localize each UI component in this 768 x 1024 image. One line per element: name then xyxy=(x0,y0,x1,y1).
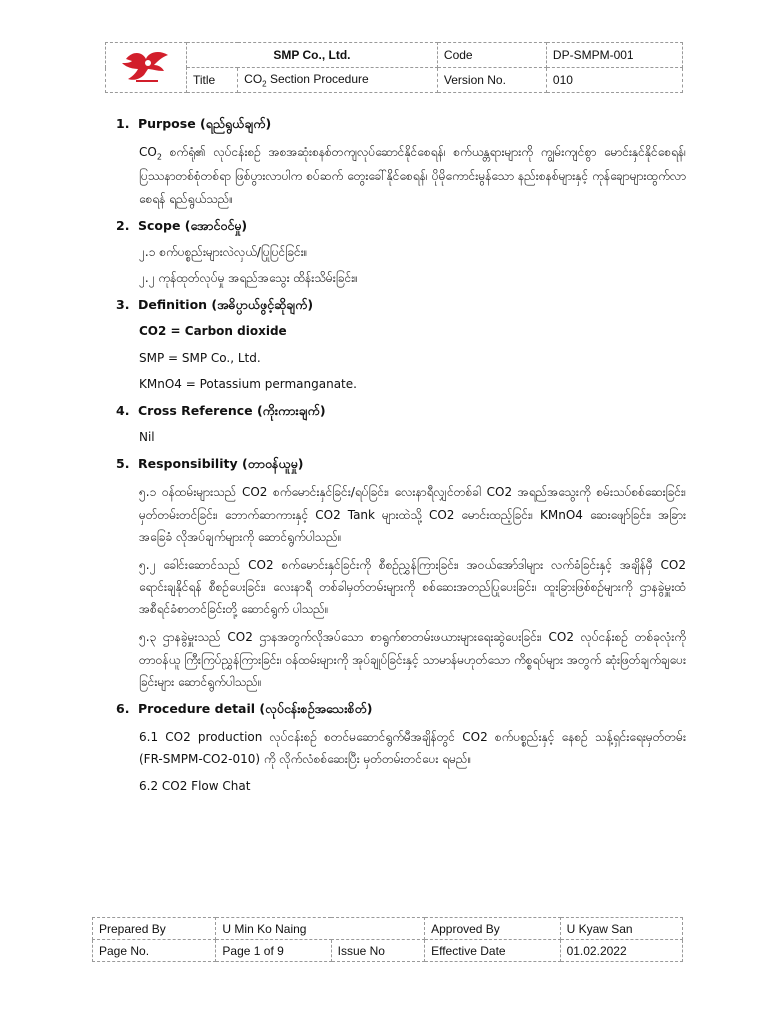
document-body xyxy=(116,108,686,801)
section-purpose-heading: 1. Purpose (ရည်ရွယ်ချက်) xyxy=(116,116,272,131)
approved-by-label: Approved By xyxy=(425,918,560,940)
effective-date-label: Effective Date xyxy=(425,940,560,962)
section-cross-reference-heading: 4. Cross Reference (ကိုးကားချက်) xyxy=(116,402,326,418)
company-name: SMP Co., Ltd. xyxy=(187,43,438,68)
header-table xyxy=(105,42,683,93)
section-responsibility-heading: 5. Responsibility (တာဝန်ယူမှု) xyxy=(116,456,304,472)
prepared-by-label: Prepared By xyxy=(93,918,216,940)
procedure-item: 6.2 CO2 Flow Chat xyxy=(139,778,251,793)
responsibility-item: ၅.၂ ခေါင်းဆောင်သည် CO2 စက်မောင်းနှင်ခြင်းကို စီစဉ်ညွှန်ကြားခြင်း၊ အဝယ်အော်ဒါများ လက်ခံခြင်းနှင့် အချိန်မှီ CO2 ရောင်းချနိုင်ရန် စီစဉ်ပေးခြင်း၊ လေးနာရီ တစ်ခါမှတ်တမ်းများကို စစ်ဆေးအတည်ပြုပေးခြင်း၊ ထူးခြားဖြစ်စဉ်များကို ဌာနခွဲမှူးထံ အစီရင်ခံစာတင်ခြင်းတို့ ဆောင်ရွက် ပါသည်။ xyxy=(139,557,686,617)
approved-by-value: U Kyaw San xyxy=(560,918,682,940)
page-no-value: Page 1 of 9 xyxy=(216,940,331,962)
effective-date-value: 01.02.2022 xyxy=(560,940,682,962)
definition-item: KMnO4 = Potassium permanganate. xyxy=(139,376,357,391)
responsibility-item: ၅.၁ ဝန်ထမ်းများသည် CO2 စက်မောင်းနှင်ခြင်း/ရပ်ခြင်း၊ လေးနာရီလျှင်တစ်ခါ CO2 အရည်အသွေးကို စမ်းသပ်စစ်ဆေးခြင်း၊ မှတ်တမ်းတင်ခြင်း၊ ဘောက်ဆာကားနှင့် CO2 Tank များထဲသို့ CO2 မောင်းထည့်ခြင်း၊ KMnO4 ဆေးဖျော်ခြင်း၊ အခြားအခြေခံ လိုအပ်ချက်များကို ဆောင်ရွက်ပါသည်။ xyxy=(139,485,686,544)
scope-item: ၂.၁ စက်ပစ္စည်းများလဲလှယ်/ပြုပြင်ခြင်း။ xyxy=(139,244,308,259)
title-label: Title xyxy=(187,68,238,93)
version-label: Version No. xyxy=(437,68,546,93)
code-value: DP-SMPM-001 xyxy=(546,43,682,68)
winged-figure-logo-icon xyxy=(118,45,174,87)
definition-item: SMP = SMP Co., Ltd. xyxy=(139,350,261,365)
section-definition-heading: 3. Definition (အဓိပ္ပာယ်ဖွင့်ဆိုချက်) xyxy=(116,297,314,313)
definition-item: CO2 = Carbon dioxide xyxy=(139,324,287,339)
section-procedure-heading: 6. Procedure detail (လုပ်ငန်းစဉ်အသေးစိတ်) xyxy=(116,701,373,716)
issue-no-label: Issue No xyxy=(331,940,424,962)
procedure-item: 6.1 CO2 production လုပ်ငန်းစဉ် စတင်မဆောင်ရွက်မီအချိန်တွင် CO2 စက်ပစ္စည်းနှင့် နေစဉ် သန့်ရှင်းရေးမှတ်တမ်း (FR-SMPM-CO2-010) ကို လိုက်လံစစ်ဆေးပြီး မှတ်တမ်းတင်ပေး ရမည်။ xyxy=(139,730,686,767)
document-title: $CO_2$ Section Procedure xyxy=(238,68,438,93)
company-logo xyxy=(106,43,187,93)
cross-reference-text: Nil xyxy=(139,430,155,444)
code-label: Code xyxy=(437,43,546,68)
section-scope-heading: 2. Scope (အောင်ဝင်မှု) xyxy=(116,217,248,233)
prepared-by-value: U Min Ko Naing xyxy=(216,918,425,940)
responsibility-item: ၅.၃ ဌာနခွဲမှူးသည် CO2 ဌာနအတွက်လိုအပ်သော စာရွက်စာတမ်းဖယားများရေးဆွဲပေးခြင်း၊ CO2 လုပ်ငန်းစဉ် တစ်ခုလုံးကို တာဝန်ယူ ကြီးကြပ်ညွှန်ကြားခြင်း၊ ဝန်ထမ်းများကို အုပ်ချုပ်ခြင်းနှင့် သာမာန်မဟုတ်သော ကိစ္စရပ်များ အတွက် ဆုံးဖြတ်ချက်ချပေးခြင်းများ ဆောင်ရွက်ပါသည်။ xyxy=(139,630,686,689)
footer-table xyxy=(92,917,683,962)
purpose-paragraph: $CO_2$ စက်ရုံ၏ လုပ်ငန်းစဉ် အစအဆုံးစနစ်တကျလုပ်ဆောင်နိုင်စေရန်၊ စက်ယန္တရားများကို ကျွမ်းကျင်စွာ မောင်းနှင်နိုင်စေရန်၊ ပြဿနာတစ်စုံတစ်ရာ ဖြစ်ပွားလာပါက စပ်ဆက် တွေးခေါ်နိုင်စေရန်၊ ပိုမိုကောင်းမွန်သော နည်းစနစ်များနှင့် ကုန်ချောများထွက်လာစေရန် ရည်ရွယ်သည်။ xyxy=(139,145,686,206)
version-value: 010 xyxy=(546,68,682,93)
scope-item: ၂.၂ ကုန်ထုတ်လုပ်မှု အရည်အသွေး ထိန်းသိမ်းခြင်း။ xyxy=(139,271,358,285)
page-no-label: Page No. xyxy=(93,940,216,962)
